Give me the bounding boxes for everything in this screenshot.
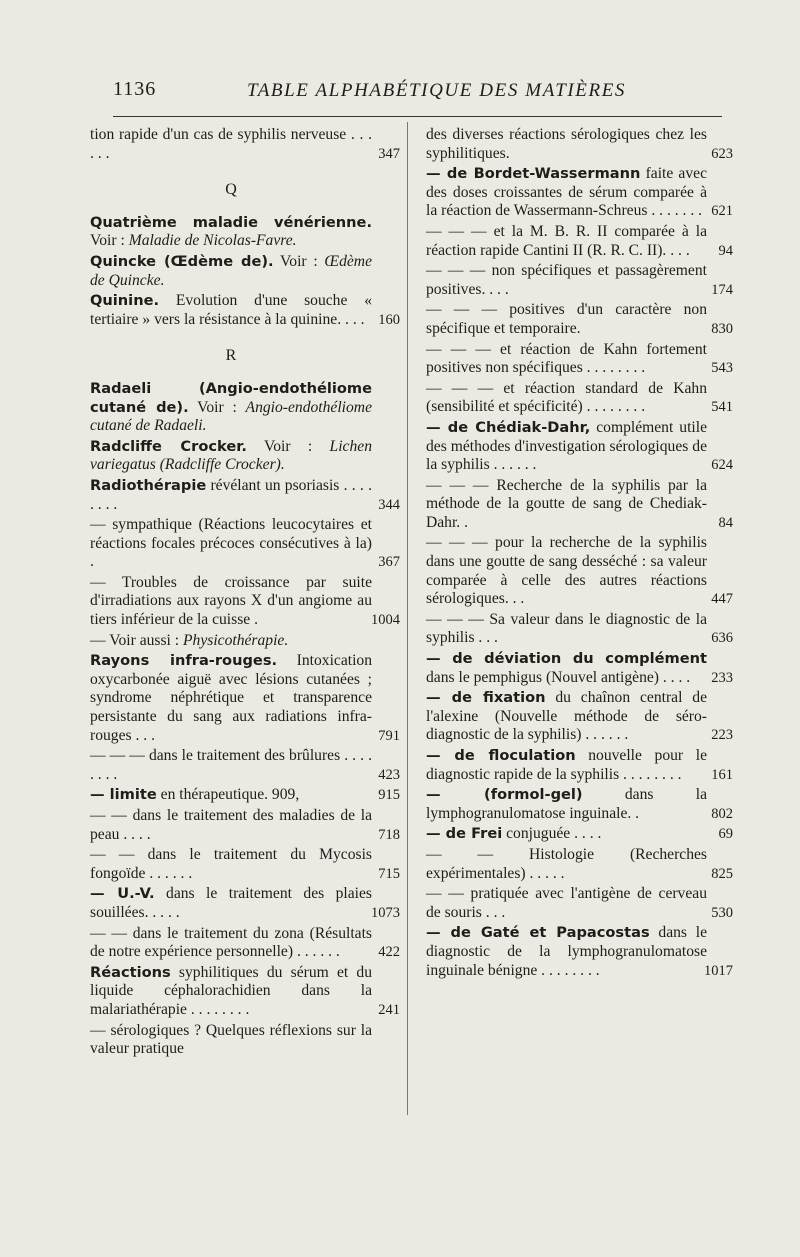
page-reference: 423 — [378, 766, 400, 783]
section-letter: Q — [225, 181, 237, 199]
entry-text: Voir : — [246, 437, 330, 455]
entry-reference: Lichen variegatus (Radcliffe Crocker). — [90, 437, 372, 474]
page-reference: 422 — [378, 944, 400, 961]
entry-heading: — — [90, 631, 110, 649]
entry-text: Voir : — [90, 232, 129, 250]
entry-heading: Quincke (Œdème de). — [90, 252, 274, 270]
index-entry — [426, 845, 733, 883]
entry-heading: — — [90, 1021, 111, 1039]
index-entry — [426, 418, 733, 475]
index-entry — [426, 786, 733, 823]
entry-text: Troubles de croissance par suite d'irradiations aux rayons X d'un angiome au tiers inférieur de la cuisse . — [90, 573, 372, 629]
index-entry — [426, 476, 733, 533]
index-entry — [90, 747, 400, 784]
page-reference: 541 — [711, 399, 733, 416]
entry-heading: — de déviation du complément — [426, 650, 707, 668]
page-reference: 543 — [711, 360, 733, 377]
entry-text: Voir : — [188, 398, 246, 416]
entry-heading: — de floculation — [426, 747, 576, 764]
page-reference: 915 — [378, 787, 400, 804]
entry-heading: — U.-V. — [90, 885, 155, 903]
entry-text: positives d'un caractère non spécifique et temporaire. — [426, 301, 707, 337]
index-entry — [426, 534, 733, 608]
entry-text: Sa valeur dans le diagnostic de la syphilis . . . — [426, 610, 707, 647]
entry-heading: — — — — [90, 747, 149, 765]
index-entry — [90, 885, 400, 922]
index-entry — [426, 126, 733, 163]
entry-text: du chaînon central de l'alexine (Nouvelle méthode de séro-diagnostic de la syphilis) . . . . . . — [426, 689, 707, 744]
index-entry — [426, 825, 733, 844]
index-entry — [90, 214, 372, 251]
entry-heading: — — — [90, 846, 148, 864]
entry-heading: — de Gaté et Papacostas — [426, 924, 650, 942]
entry-text: dans le traitement des maladies de la peau . . . . — [90, 807, 373, 843]
index-entry — [426, 262, 733, 299]
entry-reference: Physicothérapie. — [183, 631, 289, 649]
page-reference: 830 — [711, 320, 733, 337]
index-entry — [426, 301, 733, 338]
index-entry — [90, 126, 400, 163]
entry-text: complément utile des méthodes d'investigation sérologiques de la syphilis . . . . . . — [426, 418, 708, 474]
index-entry — [90, 380, 372, 436]
entry-text: dans le diagnostic de la lymphogranulomatose inguinale bénigne . . . . . . . . — [426, 924, 707, 979]
entry-text: pratiquée avec l'antigène de cerveau de souris . . . — [426, 885, 707, 921]
right-column — [426, 126, 733, 982]
index-entry — [90, 786, 400, 805]
index-entry — [426, 340, 733, 378]
entry-heading: — — — — [426, 476, 497, 494]
page-reference: 447 — [711, 591, 733, 608]
header-rule — [113, 116, 722, 117]
entry-text: conjuguée . . . . — [502, 825, 602, 843]
page-reference: 636 — [711, 630, 733, 647]
entry-heading: — de Frei — [426, 825, 503, 843]
entry-heading: — — — — [426, 262, 492, 280]
page-reference: 344 — [378, 496, 400, 513]
page-reference: 160 — [378, 311, 400, 328]
entry-text: dans le traitement des brûlures . . . . . . . . — [90, 747, 372, 783]
page-reference: 69 — [718, 826, 733, 843]
entry-text: Recherche de la syphilis par la méthode de la goutte de sang de Chediak-Dahr. . — [426, 476, 707, 531]
index-entry — [90, 632, 372, 651]
index-entry — [90, 807, 400, 844]
page-reference: 530 — [711, 904, 733, 921]
entry-heading: — de fixation — [426, 689, 546, 707]
entry-heading: — — — [90, 924, 133, 942]
index-entry — [90, 476, 400, 514]
index-entry — [90, 292, 400, 329]
entry-text: Voir aussi : — [109, 631, 184, 649]
entry-text: dans le traitement du zona (Résultats de notre expérience personnelle) . . . . . . — [90, 924, 372, 961]
entry-reference: Angio-endothéliome cutané de Radaeli. — [90, 398, 372, 435]
entry-heading: — — [90, 573, 122, 591]
index-entry — [426, 747, 733, 784]
entry-text: et la M. B. R. II comparée à la réaction rapide Cantini II (R. R. C. II). . . . — [426, 222, 707, 259]
entry-heading: Radiothérapie — [90, 476, 207, 494]
entry-text: en thérapeutique. 909, — [156, 786, 300, 804]
page-reference: 347 — [378, 145, 400, 162]
entry-heading: — — — — [426, 340, 501, 358]
entry-heading: Quinine. — [90, 292, 160, 310]
index-entry — [90, 438, 372, 475]
index-entry — [426, 165, 733, 221]
left-column — [90, 126, 400, 1061]
page-reference: 174 — [711, 281, 733, 298]
index-entry — [426, 650, 733, 687]
entry-heading: — — — [426, 885, 471, 903]
entry-text: dans le traitement des plaies souillées. . . . . — [90, 885, 373, 921]
page-reference: 802 — [711, 805, 733, 822]
index-entry — [426, 610, 733, 648]
entry-heading: — — — [90, 807, 133, 824]
entry-text: tion rapide d'un cas de syphilis nerveuse . . . . . . — [90, 126, 372, 162]
page-reference: 233 — [711, 669, 733, 686]
page-reference: 84 — [718, 514, 733, 531]
entry-heading: — — — [426, 845, 530, 863]
entry-text: dans le pemphigus (Nouvel antigène) . . . . — [426, 668, 691, 686]
entry-text: dans la lymphogranulomatose inguinale. . — [426, 786, 707, 822]
entry-heading: Radcliffe Crocker. — [90, 437, 247, 455]
entry-heading: — — — — [426, 301, 510, 319]
entry-text: sérologiques ? Quelques réflexions sur la valeur pratique — [90, 1021, 373, 1058]
index-entry — [90, 573, 400, 630]
entry-text: des diverses réactions sérologiques chez les syphilitiques. — [426, 126, 707, 162]
entry-text: nouvelle pour le diagnostic rapide de la syphilis . . . . . . . . — [426, 747, 707, 783]
entry-text: Intoxication oxycarbonée aiguë avec lésions cutanées ; syndrome néphrétique et transparence persistante du sang aux radiations infra-rouges . . . — [90, 652, 372, 744]
index-entry — [90, 253, 372, 290]
entry-heading: — de Chédiak-Dahr, — [426, 418, 591, 436]
page-reference: 161 — [711, 766, 733, 783]
entry-reference: Maladie de Nicolas-Favre. — [128, 232, 297, 250]
entry-heading: — de Bordet-Wassermann — [426, 165, 641, 183]
page-reference: 367 — [378, 554, 400, 571]
entry-heading: — (formol-gel) — [426, 786, 583, 804]
index-entry — [90, 1022, 372, 1059]
running-header — [113, 78, 720, 108]
page-number: 1136 — [113, 78, 157, 100]
index-entry — [426, 924, 733, 980]
entry-heading: Rayons infra-rouges. — [90, 652, 278, 670]
entry-heading: Quatrième maladie vénérienne. — [90, 213, 372, 231]
entry-text: sympathique (Réactions leucocytaires et réactions focales précoces consécutives à la) . — [90, 516, 372, 571]
page-reference: 624 — [711, 457, 733, 474]
entry-heading: — — — — [426, 534, 496, 552]
entry-reference: Œdème de Quincke. — [90, 252, 372, 289]
running-title: TABLE ALPHABÉTIQUE DES MATIÈRES — [246, 80, 627, 101]
index-entry — [426, 689, 733, 745]
entry-heading: — limite — [90, 786, 157, 804]
entry-text: faite avec des doses croissantes de sérum comparée à la réaction de Wassermann-Schreus . . . . . . . — [426, 165, 707, 220]
index-entry — [426, 885, 733, 922]
entry-text: Evolution d'une souche « tertiaire » vers la résistance à la quinine. . . . — [90, 292, 372, 328]
index-entry — [90, 652, 400, 745]
entry-text: et réaction de Kahn fortement positives non spécifiques . . . . . . . . — [426, 340, 707, 377]
section-letter: R — [225, 347, 237, 365]
page-reference: 825 — [711, 865, 733, 882]
index-entry — [90, 516, 400, 572]
entry-text: non spécifiques et passagèrement positives. . . . — [426, 262, 707, 298]
page-reference: 1017 — [704, 962, 733, 979]
page-reference: 715 — [378, 865, 400, 882]
entry-heading: — — [90, 516, 113, 534]
entry-text: révélant un psoriasis . . . . . . . . — [90, 476, 372, 513]
entry-text: pour la recherche de la syphilis dans une goutte de sang desséché : sa valeur comparée à celle des autres réactions sérologiques. . . — [426, 534, 707, 608]
entry-heading: Radaeli (Angio-endothéliome cutané de). — [90, 379, 372, 416]
column-divider — [407, 122, 408, 1115]
page-reference: 1004 — [371, 612, 400, 629]
entry-heading: Réactions — [90, 963, 171, 981]
page-reference: 94 — [718, 242, 733, 259]
page-reference: 223 — [711, 727, 733, 744]
page-reference: 718 — [378, 826, 400, 843]
index-entry — [90, 963, 400, 1020]
page-reference: 241 — [378, 1001, 400, 1018]
index-entry — [90, 846, 400, 883]
index-entry — [426, 379, 733, 417]
page-reference: 1073 — [371, 904, 400, 921]
entry-heading: — — — — [426, 222, 494, 240]
entry-text: syphilitiques du sérum et du liquide céphalorachidien dans la malariathérapie . . . . . . . . — [90, 963, 372, 1018]
page-reference: 791 — [378, 727, 400, 744]
entry-text: dans le traitement du Mycosis fongoïde . . . . . . — [90, 846, 372, 882]
entry-text: Histologie (Recherches expérimentales) . . . . . — [426, 845, 707, 882]
page-reference: 623 — [711, 145, 733, 162]
entry-heading: — — — — [426, 379, 504, 397]
page-reference: 621 — [711, 203, 733, 220]
entry-text: Voir : — [273, 252, 325, 270]
index-entry — [426, 222, 733, 260]
entry-heading: — — — — [426, 610, 490, 628]
index-entry — [90, 924, 400, 962]
entry-text: et réaction standard de Kahn (sensibilité et spécificité) . . . . . . . . — [426, 379, 707, 416]
